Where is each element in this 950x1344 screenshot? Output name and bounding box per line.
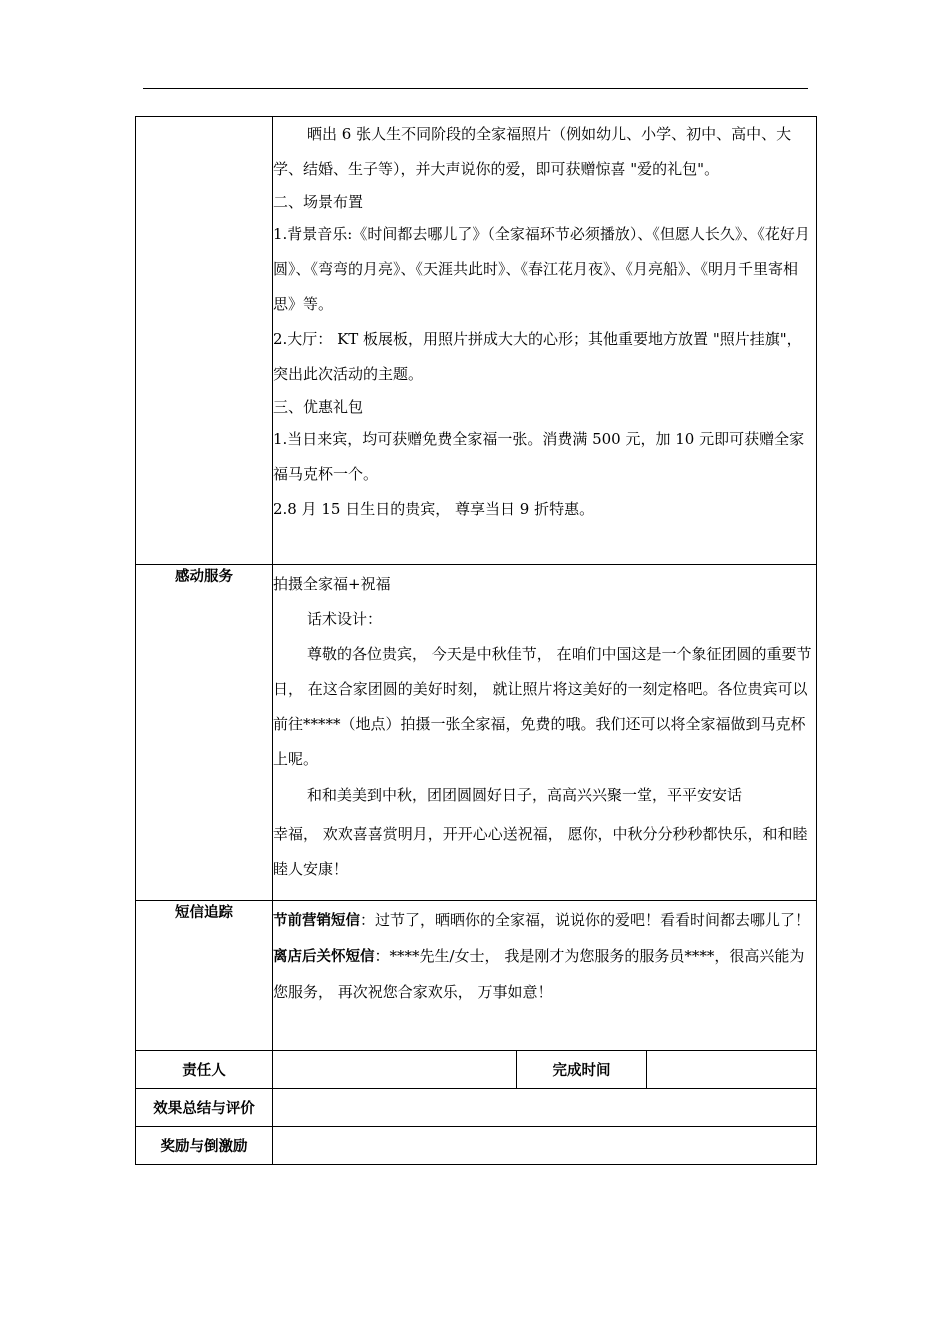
section-heading-scene: 二、场景布置 <box>273 193 364 211</box>
responsible-label: 责任人 <box>136 1051 273 1089</box>
service-row <box>136 565 817 901</box>
post-visit-sms-text: ：****先生/女士， 我是刚才为您服务的服务员****，很高兴能为您服务， 再次祝您合家欢乐， 万事如意！ <box>273 947 805 1001</box>
plan-table <box>135 116 817 1165</box>
summary-value <box>273 1089 817 1127</box>
summary-row <box>136 1089 817 1127</box>
service-content <box>273 565 817 901</box>
gift-paragraph-2: 2.8 月 15 日生日的贵宾， 尊享当日 9 折特惠。 <box>273 500 595 518</box>
sms-label: 短信追踪 <box>136 901 273 1051</box>
sms-row <box>136 901 817 1051</box>
responsible-value <box>273 1051 517 1089</box>
activity-content <box>273 117 817 565</box>
music-paragraph: 1.背景音乐:《时间都去哪儿了》（全家福环节必须播放）、《但愿人长久》、《花好月圆》、《弯弯的月亮》、《天涯共此时》、《春江花月夜》、《月亮船》、《明月千里寄相思》等。 <box>273 225 810 313</box>
pre-holiday-sms <box>273 903 816 939</box>
hall-paragraph: 2.大厅： KT 板展板，用照片拼成大大的心形；其他重要地方放置 "照片挂旗"，突出此次活动的主题。 <box>273 330 802 383</box>
activity-label-cell <box>136 117 273 565</box>
activity-row <box>136 117 817 565</box>
post-visit-sms <box>273 939 816 1010</box>
service-line-1: 拍摄全家福+祝福 <box>273 575 391 593</box>
finish-time-value <box>647 1051 817 1089</box>
post-visit-sms-title: 离店后关怀短信 <box>273 949 375 965</box>
service-line-4: 和和美美到中秋，团团圆圆好日子，高高兴兴聚一堂，平平安安话 <box>307 786 743 804</box>
sms-content <box>273 901 817 1051</box>
header-rule <box>143 88 808 89</box>
service-label: 感动服务 <box>136 565 273 901</box>
service-line-2: 话术设计： <box>307 610 383 628</box>
responsible-row <box>136 1051 817 1089</box>
pre-holiday-sms-title: 节前营销短信 <box>273 913 360 929</box>
finish-time-label: 完成时间 <box>517 1051 647 1089</box>
reward-row <box>136 1127 817 1165</box>
reward-label: 奖励与倒激励 <box>136 1127 273 1165</box>
reward-value <box>273 1127 817 1165</box>
service-line-3: 尊敬的各位贵宾， 今天是中秋佳节， 在咱们中国这是一个象征团圆的重要节日， 在这合家团圆的美好时刻， 就让照片将这美好的一刻定格吧。各位贵宾可以前往*****（地点）拍摄一张全家福，免费的哦。我们还可以将全家福做到马克杯上呢。 <box>273 645 812 768</box>
section-heading-gift: 三、优惠礼包 <box>273 398 364 416</box>
activity-paragraph: 晒出 6 张人生不同阶段的全家福照片（例如幼儿、小学、初中、高中、大学、结婚、生子等），并大声说你的爱，即可获赠惊喜 "爱的礼包"。 <box>273 125 792 178</box>
summary-label: 效果总结与评价 <box>136 1089 273 1127</box>
pre-holiday-sms-text: ：过节了，晒晒你的全家福，说说你的爱吧！看看时间都去哪儿了！ <box>360 911 811 929</box>
service-line-5: 幸福， 欢欢喜喜赏明月，开开心心送祝福， 愿你，中秋分分秒秒都快乐，和和睦睦人安康！ <box>273 825 808 878</box>
gift-paragraph-1: 1.当日来宾，均可获赠免费全家福一张。消费满 500 元，加 10 元即可获赠全家福马克杯一个。 <box>273 430 805 483</box>
